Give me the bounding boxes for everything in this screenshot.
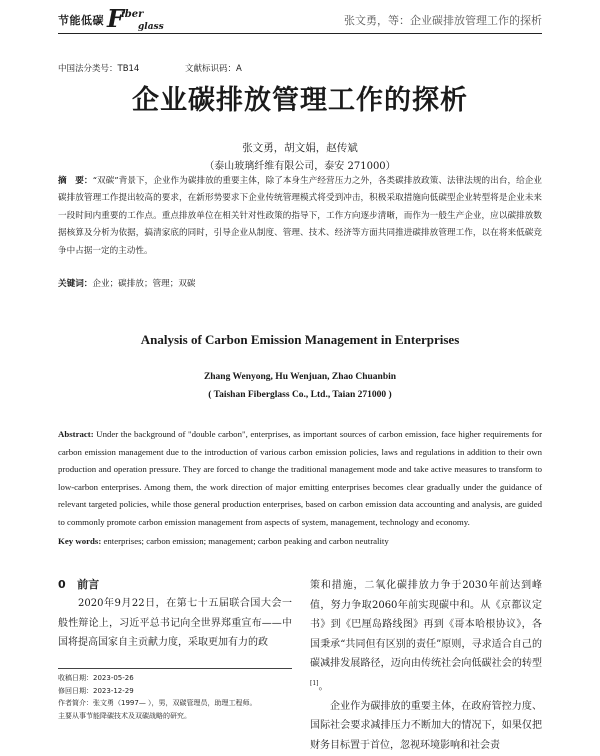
body-right-paragraph-2: 企业作为碳排放的重要主体，在政府管控力度、国际社会要求减排压力不断加大的情况下，如果仅把财务目标置于首位，忽视环境影响和社会责 [310, 700, 542, 752]
citation-ref-1[interactable]: [1] [310, 679, 319, 687]
abstract-en-text: Under the background of "double carbon", enterprises, as important sources of carbon emission, face higher requirements for carbon emission management due to the introduction of various carbon emission policies, laws and regulations in addition to their own production and operation pressure. They are forced to change the traditional management mode and take active measures to transform to low-carbon enterprises. Among them, the work direction of major emitting enterprises becomes clear gradually under the guidance of relevant targeted policies, while those general production enterprises, based on carbon emission data accounting and analysis, are guided to commonly promote carbon emission management from aspects of system, management, technology and economy. [58, 429, 542, 527]
keywords-en-text: enterprises; carbon emission; management; carbon peaking and carbon neutrality [101, 536, 389, 546]
abstract-en [58, 426, 542, 532]
abstract-cn [58, 173, 542, 260]
section-title: 前言 [77, 578, 100, 591]
keywords-cn-label: 关键词： [58, 279, 93, 289]
abstract-cn-text: “双碳”背景下，企业作为碳排放的重要主体，除了本身生产经营压力之外，各类碳排放政策、法律法规的出台，给企业碳排放管理工作提出较高的要求，在新形势要求下企业传统管理模式将受到冲击，积极采取措施向低碳型企业转型将是企业未来一段时间内重要的工作点。重点排放单位在相关针对性政策的指导下，工作方向逐步清晰，而作为一般生产企业，应以碳排放数据核算及分析为依据，搞清家底的同时，引导企业从制度、管理、技术、经济等方面共同推进碳排放管理工作，以在将来低碳竞争中占据一定的主动性。 [58, 176, 542, 256]
journal-logo-glass: glass [138, 22, 164, 32]
authors-cn: 张文勇，胡文娟，赵传斌 [242, 142, 358, 154]
footnote-rule [58, 668, 292, 669]
clc-number: 中国法分类号：TB14 [58, 64, 140, 74]
header-rule [58, 33, 542, 34]
abstract-cn-label: 摘 要： [58, 176, 93, 186]
authors-en: Zhang Wenyong, Hu Wenjuan, Zhao Chuanbin [203, 372, 397, 382]
journal-logo-F: F [107, 4, 125, 33]
section-number: 0 [58, 578, 66, 591]
body-right-p1-end: 。 [318, 681, 329, 693]
paper-title-cn: 企业碳排放管理工作的探析 [132, 85, 468, 116]
footnote-revised: 修回日期：2023-12-29 [58, 686, 134, 695]
running-title: 张文勇，等：企业碳排放管理工作的探析 [344, 14, 542, 27]
keywords-cn-text: 企业；碳排放；管理；双碳 [92, 279, 196, 289]
paper-title-en: Analysis of Carbon Emission Management in Enterprises [140, 332, 460, 347]
keywords-en-label: Key words: [58, 536, 102, 546]
body-right-paragraph-1 [310, 576, 542, 697]
body-right-column [310, 576, 542, 756]
journal-brand-cn: 节能低碳 [58, 14, 104, 27]
footnote-author-1: 作者简介：张文勇（1997— ），男，双碳管理员，助理工程师。 [58, 699, 257, 708]
body-left-column: 2020年9月22日，在第七十五届联合国大会一般性辩论上，习近平总书记向全世界郑重宣布——中国将提高国家自主贡献力度，采取更加有力的政 [58, 598, 292, 649]
keywords-cn [58, 276, 542, 293]
abstract-en-label: Abstract: [58, 429, 94, 439]
footnote-received: 收稿日期：2023-05-26 [58, 674, 134, 682]
footnote-author-2: 主要从事节能降碳技术及双碳战略的研究。 [58, 711, 191, 720]
document-code: 文献标识码：A [185, 64, 242, 74]
affiliation-cn: （泰山玻璃纤维有限公司，泰安 271000） [204, 161, 396, 172]
journal-logo-iber: iber [121, 9, 144, 20]
keywords-en [58, 533, 542, 550]
section-heading [58, 576, 99, 592]
affiliation-en: ( Taishan Fiberglass Co., Ltd., Taian 271000 ) [208, 390, 392, 400]
body-right-p1-text: 策和措施，二氧化碳排放力争于2030年前达到峰值，努力争取2060年前实现碳中和。从《京都议定书》到《巴厘岛路线图》再到《哥本哈根协议》，各国秉承“共同但有区别的责任”原则，寻求适合自己的碳减排发展路径，迈向由传统社会向低碳社会的转型 [310, 580, 542, 670]
footnotes [58, 672, 298, 722]
